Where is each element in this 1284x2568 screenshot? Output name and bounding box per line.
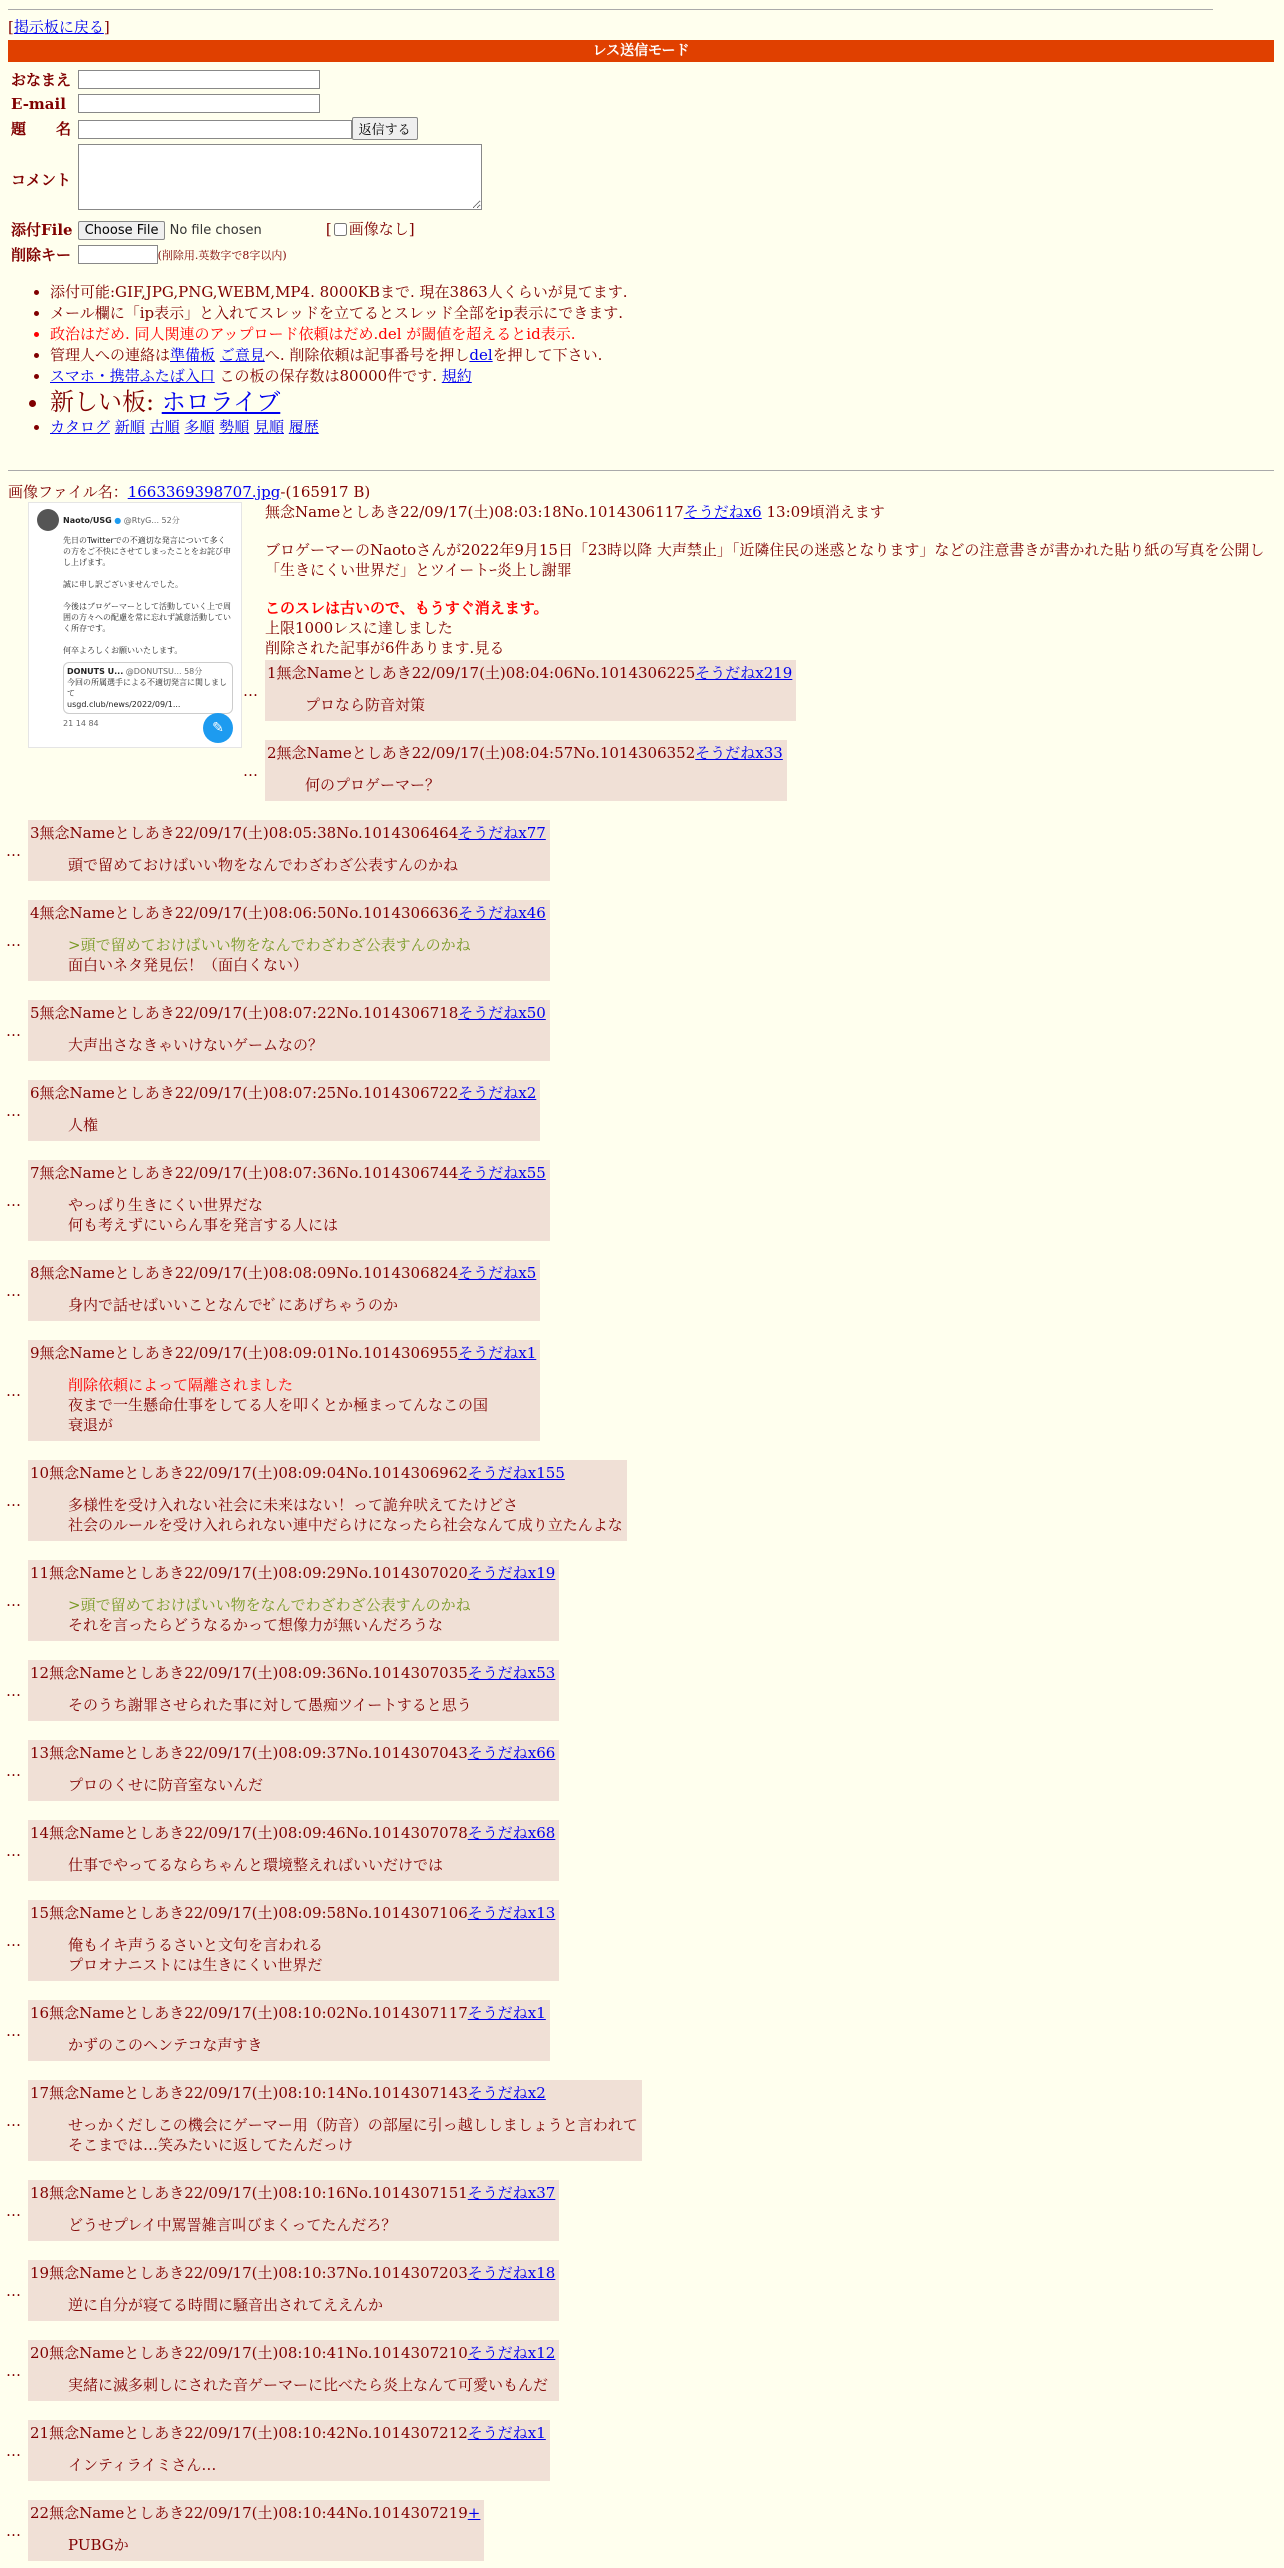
history-link[interactable]: 履歴 (288, 418, 319, 436)
reply-meta: 19無念Nameとしあき22/09/17(土)08:10:37No.1014307203 (30, 2264, 468, 2282)
reply-row (6, 1740, 559, 1801)
reply-meta: 2無念Nameとしあき22/09/17(土)08:04:57No.1014306352 (267, 744, 696, 762)
sodane-link[interactable]: そうだねx37 (467, 2184, 556, 2202)
reply-line: 夜まで一生懸命仕事をしてる人を叩くとか極まってんなこの国 (68, 1396, 489, 1414)
delkey-input[interactable] (78, 245, 158, 264)
reply-box (28, 1160, 550, 1241)
reply-meta: 8無念Nameとしあき22/09/17(土)08:08:09No.1014306824 (30, 1264, 459, 1282)
reply-box (28, 2080, 642, 2161)
reply-meta: 17無念Nameとしあき22/09/17(土)08:10:14No.1014307143 (30, 2084, 468, 2102)
sodane-link[interactable]: そうだねx219 (695, 664, 793, 682)
reply-menu-dots[interactable]: … (6, 2021, 21, 2040)
info-line-warning: • 政治はだめ. 同人関連のアップロード依頼はだめ.del が閾値を超えるとid表示. (50, 324, 628, 345)
sodane-link[interactable]: そうだねx55 (458, 1164, 546, 1182)
reply-body (68, 1195, 546, 1235)
reply-menu-dots[interactable]: … (6, 1591, 21, 1610)
deleted-notice-line: 削除依頼によって隔離されました (68, 1376, 294, 1394)
reply-header (30, 2342, 555, 2363)
reply-menu-dots[interactable]: … (6, 1381, 21, 1400)
no-image-checkbox[interactable] (334, 223, 347, 236)
sodane-link[interactable]: そうだねx13 (467, 1904, 556, 1922)
reply-body (68, 1035, 546, 1055)
reply-box (28, 1000, 550, 1061)
info-line: • スマホ・携帯ふたば入口 この板の保存数は80000件です. 規約 (50, 366, 628, 387)
reply-box (28, 1820, 559, 1881)
reply-box (28, 900, 550, 981)
sort-views-link[interactable]: 見順 (253, 418, 284, 436)
comment-label: コメント (11, 170, 72, 189)
sort-momentum-link[interactable]: 勢順 (219, 418, 250, 436)
reply-menu-dots[interactable]: … (6, 841, 21, 860)
reply-row (6, 900, 550, 981)
reply-row (6, 1660, 559, 1721)
reply-line: プロオナニストには生きにくい世界だ (68, 1956, 323, 1974)
op-file-link[interactable]: 1663369398707.jpg (127, 483, 281, 501)
reply-meta: 21無念Nameとしあき22/09/17(土)08:10:42No.1014307212 (30, 2424, 468, 2442)
reply-body (68, 1855, 555, 1875)
reply-row (6, 1460, 627, 1541)
reply-menu-dots[interactable]: … (6, 2361, 21, 2380)
reply-row (6, 1820, 559, 1881)
reply-menu-dots[interactable]: … (6, 1681, 21, 1700)
sodane-link[interactable]: そうだねx46 (458, 904, 546, 922)
sort-many-link[interactable]: 多順 (184, 418, 215, 436)
reply-line: せっかくだしこの機会にゲーマー用（防音）の部屋に引っ越ししましょうと言われて (68, 2116, 638, 2134)
reply-menu-dots[interactable]: … (6, 2521, 21, 2540)
sodane-link[interactable]: そうだねx50 (458, 1004, 546, 1022)
reply-meta: 22無念Nameとしあき22/09/17(土)08:10:44No.1014307219 (30, 2504, 468, 2522)
reply-line: そのうち謝罪させられた事に対して愚痴ツイートすると思う (68, 1696, 472, 1714)
reply-meta: 11無念Nameとしあき22/09/17(土)08:09:29No.1014307020 (30, 1564, 468, 1582)
sodane-link[interactable]: そうだねx1 (467, 2424, 546, 2442)
reply-body (68, 1495, 623, 1535)
compose-icon: ✎ (203, 713, 233, 743)
reply-line: 頭で留めておけばいい物をなんでわざわざ公表すんのかね (68, 856, 459, 874)
back-nav: [掲示板に戻る] (8, 18, 110, 36)
reply-menu-dots[interactable]: … (243, 761, 258, 780)
limit-notice: 上限1000レスに達しました (265, 619, 453, 637)
reply-line: 社会のルールを受け入れられない連中だらけになったら社会なんて成り立たんよな (68, 1516, 623, 1534)
reply-row (6, 1260, 540, 1321)
sodane-link[interactable]: そうだねx53 (467, 1664, 556, 1682)
reply-row (6, 1340, 540, 1441)
info-line: • メール欄に「ip表示」と入れてスレッドを立てるとスレッド全部をip表示にできます. (50, 303, 628, 324)
info-line: • 添付可能:GIF,JPG,PNG,WEBM,MP4. 8000KBまで. 現在3863人くらいが見てます. (50, 282, 628, 303)
op-expire: 13:09頃消えます (766, 503, 885, 521)
reply-line: それを言ったらどうなるかって想像力が無いんだろうな (68, 1616, 444, 1634)
name-input[interactable] (78, 70, 320, 89)
reply-header (30, 2422, 546, 2443)
sodane-link[interactable]: そうだねx1 (467, 2004, 546, 2022)
reply-menu-dots[interactable]: … (6, 1931, 21, 1950)
reply-line: 面白いネタ発見伝！（面白くない） (68, 956, 309, 974)
reply-line: かずのこのヘンテコな声すき (68, 2036, 263, 2054)
reply-line: 人権 (68, 1116, 99, 1134)
reply-line: 何も考えずにいらん事を発言する人には (68, 1216, 339, 1234)
reply-body (68, 2215, 555, 2235)
reply-menu-dots[interactable]: … (6, 1021, 21, 1040)
reply-box (28, 1460, 627, 1541)
reply-box (28, 1080, 540, 1141)
reply-row (6, 1560, 559, 1641)
reply-header (267, 662, 792, 683)
catalog-link[interactable]: カタログ (50, 418, 111, 436)
reply-menu-dots[interactable]: … (6, 1841, 21, 1860)
subject-label: 題 名 (11, 120, 72, 138)
reply-body (68, 1115, 536, 1135)
sodane-link[interactable]: そうだねx1 (458, 1344, 537, 1362)
feedback-link[interactable]: ご意見 (219, 346, 265, 364)
reply-body (68, 935, 546, 975)
reply-row (6, 2000, 550, 2061)
board-info-list (8, 282, 628, 438)
reply-line: そこまでは…笑みたいに返してたんだっけ (68, 2136, 354, 2154)
name-label: おなまえ (11, 71, 72, 89)
reply-meta: 3無念Nameとしあき22/09/17(土)08:05:38No.1014306464 (30, 824, 459, 842)
reply-row (6, 1900, 559, 1981)
op-post (265, 502, 1275, 658)
reply-row (6, 2260, 559, 2321)
reply-header (30, 1262, 536, 1283)
email-label: E-mail (11, 94, 66, 113)
reply-row (6, 820, 550, 881)
info-line: • 管理人への連絡は準備板 ご意見へ. 削除依頼は記事番号を押しdelを押して下さい. (50, 345, 628, 366)
reply-box (28, 1660, 559, 1721)
reply-box (28, 1900, 559, 1981)
no-file-text: No file chosen (169, 223, 262, 238)
reply-box (28, 2340, 559, 2401)
reply-menu-dots[interactable]: … (6, 1191, 21, 1210)
reply-menu-dots[interactable]: … (6, 2201, 21, 2220)
reply-box (28, 1740, 559, 1801)
reply-meta: 5無念Nameとしあき22/09/17(土)08:07:22No.1014306718 (30, 1004, 459, 1022)
reply-line: 大声出さなきゃいけないゲームなの？ (68, 1036, 324, 1054)
reply-row (6, 1000, 550, 1061)
back-to-board-link[interactable]: 掲示板に戻る (13, 18, 104, 36)
sodane-link[interactable]: + (467, 2504, 481, 2522)
reply-line: 逆に自分が寝てる時間に騒音出されてええんか (68, 2296, 384, 2314)
reply-line: インティライミさん… (68, 2456, 217, 2474)
reply-meta: 13無念Nameとしあき22/09/17(土)08:09:37No.1014307043 (30, 1744, 468, 1762)
mobile-entry-link[interactable]: スマホ・携帯ふたば入口 (50, 367, 215, 385)
reply-box (28, 1340, 540, 1441)
reply-header (30, 1902, 555, 1923)
reply-meta: 9無念Nameとしあき22/09/17(土)08:09:01No.1014306955 (30, 1344, 459, 1362)
reply-line: 多様性を受け入れない社会に未来はない！って詭弁吠えてたけどさ (68, 1496, 519, 1514)
sodane-link[interactable]: そうだねx2 (458, 1084, 537, 1102)
reply-body (68, 1595, 555, 1635)
reply-body (68, 1775, 555, 1795)
post-form: おなまえ E-mail 題 名 返信する コメント 添付File Choose File No file chosen [ 画像なし] 削除キー (削除用.英数字で8字以内) (8, 66, 485, 268)
sort-new-link[interactable]: 新順 (114, 418, 145, 436)
quote-line: >頭で留めておけばいい物をなんでわざわざ公表すんのかね (68, 1596, 471, 1614)
reply-body (68, 2035, 546, 2055)
quote-line: >頭で留めておけばいい物をなんでわざわざ公表すんのかね (68, 936, 471, 954)
sodane-link[interactable]: そうだねx77 (458, 824, 546, 842)
reply-box (28, 1560, 559, 1641)
new-board-line: • 新しい板: ホロライブ (50, 387, 628, 417)
reply-header (30, 2182, 555, 2203)
comment-textarea[interactable] (78, 144, 482, 210)
reply-menu-dots[interactable]: … (6, 1761, 21, 1780)
reply-mode-bar: レス送信モード (8, 40, 1274, 62)
reply-box (28, 820, 550, 881)
reply-body (68, 1295, 536, 1315)
reply-meta: 18無念Nameとしあき22/09/17(土)08:10:16No.1014307151 (30, 2184, 468, 2202)
reply-header (30, 1162, 546, 1183)
reply-menu-dots[interactable]: … (6, 2281, 21, 2300)
reply-menu-dots[interactable]: … (6, 1101, 21, 1120)
thread-divider (8, 470, 1274, 471)
delkey-note: (削除用.英数字で8字以内) (157, 249, 287, 262)
sort-links (50, 417, 628, 438)
delkey-label: 削除キー (11, 246, 72, 264)
reply-header (30, 902, 546, 923)
sodane-link[interactable]: そうだねx155 (467, 1464, 565, 1482)
subject-input[interactable] (78, 120, 352, 139)
reply-menu-dots[interactable]: … (6, 2111, 21, 2130)
choose-file-button[interactable]: Choose File (78, 221, 166, 240)
submit-reply-button[interactable]: 返信する (352, 117, 418, 140)
new-board-link[interactable]: ホロライブ (161, 388, 281, 416)
reply-body (68, 1695, 555, 1715)
reply-line: どうせプレイ中罵詈雑言叫びまくってたんだろ？ (68, 2216, 397, 2234)
reply-header (30, 2082, 638, 2103)
avatar (37, 509, 59, 531)
del-link[interactable]: del (469, 346, 493, 364)
reply-meta: 6無念Nameとしあき22/09/17(土)08:07:25No.1014306722 (30, 1084, 459, 1102)
sodane-link[interactable]: そうだねx68 (467, 1824, 556, 1842)
reply-header (30, 2002, 546, 2023)
reply-row (6, 1080, 540, 1141)
reply-body (305, 775, 783, 795)
reply-box (28, 1260, 540, 1321)
reply-header (30, 2502, 480, 2523)
op-sodane-link[interactable]: そうだねx6 (683, 503, 762, 521)
reply-body (68, 855, 546, 875)
reply-body (68, 2455, 546, 2475)
deleted-notice: 削除された記事が6件あります.見る (265, 639, 505, 657)
reply-line: 身内で話せばいいことなんでｾﾞにあげちゃうのか (68, 1296, 399, 1314)
reply-header (30, 1562, 555, 1583)
reply-meta: 14無念Nameとしあき22/09/17(土)08:09:46No.1014307078 (30, 1824, 468, 1842)
reply-row (6, 1160, 550, 1241)
reply-line: やっぱり生きにくい世界だな (68, 1196, 264, 1214)
reply-row (6, 2420, 550, 2481)
rules-link[interactable]: 規約 (441, 367, 472, 385)
sodane-link[interactable]: そうだねx12 (467, 2344, 556, 2362)
reply-line: 何のプロゲーマー？ (305, 776, 441, 794)
reply-row (6, 2500, 484, 2561)
reply-row (243, 740, 787, 801)
op-header: 無念Nameとしあき22/09/17(土)08:03:18No.1014306117 (265, 503, 684, 521)
reply-meta: 7無念Nameとしあき22/09/17(土)08:07:36No.1014306744 (30, 1164, 459, 1182)
reply-menu-dots[interactable]: … (6, 931, 21, 950)
reply-body (68, 1375, 536, 1435)
reply-body (305, 695, 792, 715)
reply-box (265, 740, 787, 801)
no-image-label: 画像なし (348, 220, 409, 238)
old-thread-warning: このスレは古いので、もうすぐ消えます。 (265, 599, 549, 617)
reply-header (30, 1342, 536, 1363)
reply-box (28, 2500, 484, 2561)
reply-row (6, 2080, 642, 2161)
reply-line: プロなら防音対策 (305, 696, 426, 714)
sort-old-link[interactable]: 古順 (149, 418, 180, 436)
reply-meta: 15無念Nameとしあき22/09/17(土)08:09:58No.1014307106 (30, 1904, 468, 1922)
op-file-info: 画像ファイル名：1663369398707.jpg-(165917 B) (8, 483, 371, 501)
reply-meta: 12無念Nameとしあき22/09/17(土)08:09:36No.1014307035 (30, 1664, 468, 1682)
sodane-link[interactable]: そうだねx19 (467, 1564, 556, 1582)
reply-line: 衰退が (68, 1416, 114, 1434)
reply-meta: 10無念Nameとしあき22/09/17(土)08:09:04No.1014306962 (30, 1464, 468, 1482)
reply-box (28, 2420, 550, 2481)
top-divider (8, 9, 1213, 10)
reply-menu-dots[interactable]: … (6, 1281, 21, 1300)
reply-meta: 16無念Nameとしあき22/09/17(土)08:10:02No.1014307117 (30, 2004, 468, 2022)
reply-meta: 1無念Nameとしあき22/09/17(土)08:04:06No.1014306225 (267, 664, 696, 682)
reply-header (30, 1082, 536, 1103)
reply-row (6, 2180, 559, 2241)
file-label: 添付File (11, 220, 73, 239)
reply-line: 実緒に滅多刺しにされた音ゲーマーに比べたら炎上なんて可愛いもんだ (68, 2376, 549, 2394)
sodane-link[interactable]: そうだねx2 (467, 2084, 546, 2102)
reply-menu-dots[interactable]: … (6, 2441, 21, 2460)
sodane-link[interactable]: そうだねx5 (458, 1264, 537, 1282)
reply-body (68, 2535, 480, 2555)
reply-meta: 4無念Nameとしあき22/09/17(土)08:06:50No.1014306636 (30, 904, 459, 922)
reply-box (28, 2000, 550, 2061)
reply-row (243, 660, 796, 721)
op-body: ブロゲーマーのNaotoさんが2022年9月15日「23時以降 大声禁止」「近隣住民の迷惑となります」などの注意書きが書かれた貼り紙の写真を公開し「生きにくい世界だ」とツイートｰ炎上し謝罪 (265, 541, 1265, 579)
reply-header (267, 742, 783, 763)
reply-body (68, 2375, 555, 2395)
reply-line: 仕事でやってるならちゃんと環境整えればいいだけでは (68, 1856, 444, 1874)
email-input[interactable] (78, 94, 320, 113)
op-thumbnail[interactable]: Naoto/USG ● @RtyG... 52分 先日のTwitterでの不適切な発言について多くの方をご不快にさせてしまったことをお詫び申し上げます。 誠に申し訳ございませんでした。 今後はブロゲーマーとして活動していく上で周囲の方々への配慮を常に忘れず誠意活動していく所存です。 何卒よろしくお願いいたします。 DONUTS U... @DONUTSU... 58分 今回の所属選手による不適切発言に関しまして usgd.club/news/2022/09/1... 21 14 84 ✎ (28, 502, 242, 748)
reply-header (30, 1742, 555, 1763)
reply-line: プロのくせに防音室ないんだ (68, 1776, 264, 1794)
reply-line: PUBGか (68, 2536, 129, 2554)
reply-body (68, 2115, 638, 2155)
reply-header (30, 822, 546, 843)
sodane-link[interactable]: そうだねx66 (467, 1744, 556, 1762)
sodane-link[interactable]: そうだねx18 (467, 2264, 556, 2282)
reply-meta: 20無念Nameとしあき22/09/17(土)08:10:41No.1014307210 (30, 2344, 468, 2362)
reply-header (30, 1662, 555, 1683)
reply-header (30, 1002, 546, 1023)
prep-board-link[interactable]: 準備板 (170, 346, 216, 364)
reply-box (265, 660, 796, 721)
reply-menu-dots[interactable]: … (6, 1491, 21, 1510)
reply-body (68, 1935, 555, 1975)
reply-menu-dots[interactable]: … (243, 681, 258, 700)
reply-header (30, 2262, 555, 2283)
reply-body (68, 2295, 555, 2315)
reply-box (28, 2180, 559, 2241)
reply-header (30, 1462, 623, 1483)
sodane-link[interactable]: そうだねx33 (695, 744, 783, 762)
reply-header (30, 1822, 555, 1843)
reply-line: 俺もイキ声うるさいと文句を言われる (68, 1936, 324, 1954)
reply-row (6, 2340, 559, 2401)
reply-box (28, 2260, 559, 2321)
verified-icon: ● (114, 515, 122, 525)
